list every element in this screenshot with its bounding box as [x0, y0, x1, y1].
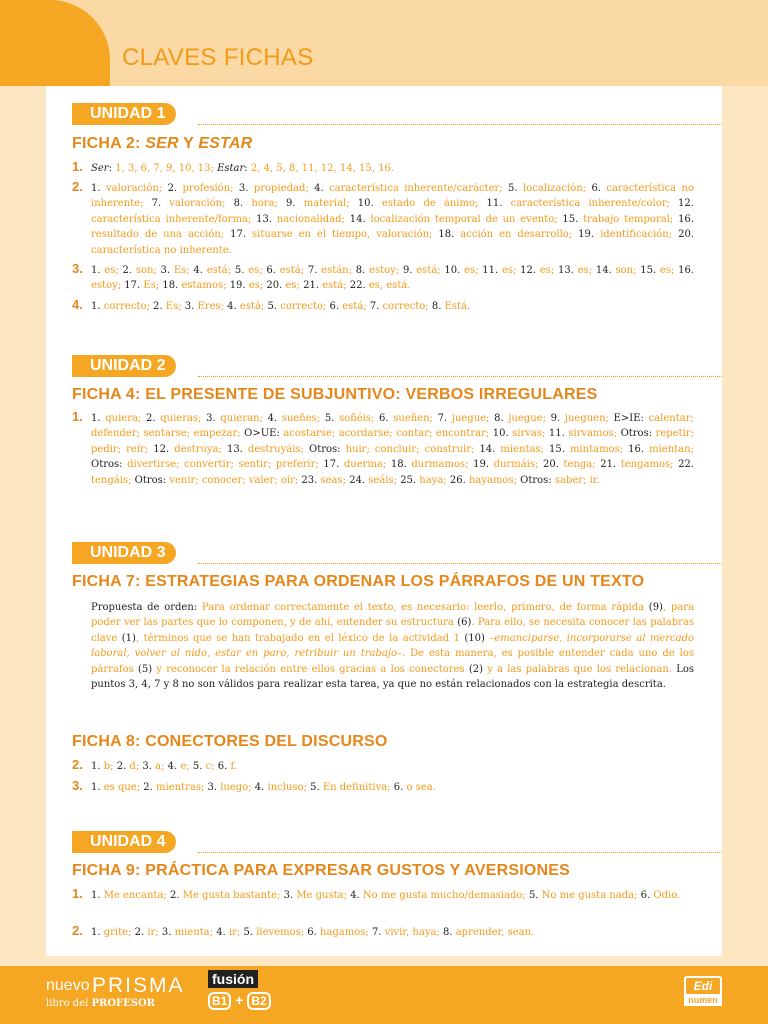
answer-value: mintamos;	[569, 443, 629, 455]
answer-key: 8.	[355, 265, 370, 276]
answer-key: 4.	[350, 890, 363, 901]
answer-value: es;	[659, 265, 679, 276]
answer-key: 3.	[283, 890, 297, 901]
ficha-title-9: FICHA 9: PRÁCTICA PARA EXPRESAR GUSTOS Y AVERSIONES	[72, 862, 570, 879]
answer-value: está;	[416, 265, 445, 276]
answer-value: sirvamos;	[568, 428, 621, 440]
answer-value: trabajo temporal;	[583, 213, 679, 225]
answer-value: son;	[135, 265, 161, 276]
answer-value: está;	[342, 301, 370, 312]
answer-value: haya;	[419, 474, 450, 486]
answer-value: d;	[129, 761, 143, 772]
answer-key: 2.	[122, 265, 136, 276]
answer-key: 10.	[444, 265, 465, 276]
answer-key: 20.	[266, 280, 286, 292]
exercise-f8-2	[72, 759, 694, 774]
answer-key: 6.	[393, 782, 407, 793]
answer-key: 13.	[558, 265, 578, 276]
answer-key: 7.	[437, 413, 452, 424]
answer-key: 4.	[216, 927, 229, 938]
answer-key: 1.	[91, 301, 104, 312]
answer-value: tengamos;	[620, 459, 679, 471]
answer-value: están;	[321, 265, 356, 276]
answer-key: Otros:	[134, 474, 170, 486]
answer-value: tengáis;	[91, 474, 135, 486]
answer-value: valoración;	[169, 198, 234, 210]
answer-value: identificación;	[600, 229, 679, 241]
answer-key: 17.	[230, 229, 253, 241]
exercise-number: 2.	[72, 179, 83, 194]
answer-value: está;	[206, 265, 235, 276]
answer-key: 23.	[301, 474, 321, 486]
answer-value: mienta;	[174, 927, 217, 938]
page-title: CLAVES FICHAS	[122, 44, 314, 71]
answer-value: correcto;	[280, 301, 330, 312]
answer-key: 6.	[217, 761, 231, 772]
answer-key: 20.	[542, 459, 564, 471]
answer-key: 1.	[91, 927, 104, 938]
brand-prisma-logo: PRISMA	[92, 974, 185, 997]
answer-value: juegue;	[508, 413, 551, 424]
answer-value: e;	[180, 761, 193, 772]
answer-value: estoy;	[369, 265, 403, 276]
fusion-label: fusión	[208, 970, 258, 988]
answer-key: 11.	[486, 198, 511, 210]
answer-value: huir; concluir; construir;	[345, 443, 480, 455]
answer-key: 7.	[151, 198, 170, 210]
answer-value: mientan;	[649, 443, 694, 455]
answer-value: acción en desarrollo;	[460, 229, 579, 241]
answer-value: estamos;	[181, 280, 230, 292]
exercise-f2-3	[72, 263, 694, 294]
answer-key: 15.	[562, 213, 584, 225]
answer-value: saber; ir.	[554, 474, 600, 486]
exercise-f8-3	[72, 780, 694, 795]
answer-key: 15.	[640, 265, 660, 276]
paragraph-run: (9)	[648, 602, 663, 613]
answer-value: está;	[239, 301, 268, 312]
answer-key: 1.	[91, 413, 106, 424]
answer-value: seas;	[320, 474, 350, 486]
answer-key: 14.	[595, 265, 616, 276]
answer-value: mientras;	[156, 782, 208, 793]
answer-value: repetir; pedir; reír;	[91, 428, 694, 455]
answer-value: Es;	[165, 301, 185, 312]
answer-key: 2.	[116, 761, 130, 772]
answer-value: resultado de una acción;	[91, 229, 231, 241]
answer-value: sueñes;	[281, 413, 325, 424]
paragraph-run: (2)	[468, 663, 483, 675]
answer-value: En definitiva;	[322, 782, 394, 793]
answer-value: acostarse; acordarse; contar; encontrar;	[283, 428, 493, 440]
answer-value: Eres;	[197, 301, 228, 312]
answer-value: No me gusta nada;	[541, 890, 641, 901]
answer-value: estoy;	[91, 280, 125, 292]
answer-key: 4.	[314, 183, 330, 194]
answer-value: hora;	[251, 198, 287, 210]
answer-key: 5.	[508, 183, 523, 194]
answer-key: 1.	[91, 265, 105, 276]
answer-value: ir;	[147, 927, 162, 938]
answer-value: es;	[577, 265, 596, 276]
brand-subtitle: libro del PROFESOR	[46, 998, 155, 1009]
answer-key: 9.	[286, 198, 304, 210]
answer-value: situarse en el tiempo, valoración;	[252, 229, 439, 241]
exercise-number: 3.	[72, 261, 83, 276]
answer-key: 18.	[438, 229, 461, 241]
answer-key: 10.	[492, 428, 513, 440]
answer-key: 25.	[400, 474, 420, 486]
unit-badge-3: UNIDAD 3	[72, 542, 176, 564]
answer-key: 2.	[134, 927, 148, 938]
answer-key: 3.	[184, 301, 198, 312]
answer-value: calentar; defender; sentarse; empezar;	[91, 413, 694, 440]
answer-key: 8.	[494, 413, 509, 424]
answer-value: es, está.	[368, 280, 411, 292]
answer-key: 11.	[482, 265, 502, 276]
paragraph-run: (6)	[457, 617, 472, 629]
answer-key: 3.	[238, 183, 254, 194]
answer-key: 8.	[431, 301, 445, 312]
answer-key: 5.	[324, 413, 340, 424]
answer-key: Otros:	[309, 443, 346, 455]
answer-value: correcto;	[382, 301, 432, 312]
answer-value: juegue;	[451, 413, 495, 424]
answer-value: es;	[248, 280, 267, 292]
answer-key: 9.	[402, 265, 417, 276]
answer-key: 13.	[226, 443, 248, 455]
answer-value: ir;	[228, 927, 244, 938]
answer-key: 2.	[169, 890, 183, 901]
answer-value: localización;	[523, 183, 592, 194]
exercise-f4-1	[72, 411, 694, 488]
answer-key: 2.	[143, 782, 157, 793]
paragraph-run: . Para ello, se necesita conocer las palabras clave	[91, 617, 694, 644]
answer-value: incluso;	[267, 782, 311, 793]
answer-value: estado de ánimo;	[381, 198, 487, 210]
answer-key: 5.	[267, 301, 281, 312]
unit-divider	[198, 124, 722, 125]
answer-key: 4.	[267, 413, 282, 424]
answer-value: Está.	[444, 301, 471, 312]
answer-key: 22.	[349, 280, 369, 292]
answer-key: 19.	[229, 280, 249, 292]
answer-value: divertirse; convertir; sentir; preferir;	[127, 459, 324, 471]
answer-value: llevemos;	[256, 927, 308, 938]
answer-value: es;	[104, 265, 123, 276]
answer-value: característica inherente/forma;	[91, 213, 257, 225]
ficha-title-8: FICHA 8: CONECTORES DEL DISCURSO	[72, 733, 388, 750]
answer-key: 10.	[357, 198, 382, 210]
answer-value: a;	[155, 761, 168, 772]
answer-value: tenga;	[563, 459, 601, 471]
answer-key: 6.	[591, 183, 607, 194]
answer-key: 1.	[91, 890, 104, 901]
answer-key: 7.	[307, 265, 322, 276]
answer-value: característica no inherente;	[91, 183, 694, 210]
answer-value: profesión;	[182, 183, 239, 194]
exercise-number: 1.	[72, 409, 83, 424]
answer-value: está;	[279, 265, 308, 276]
answer-value: Es;	[173, 265, 194, 276]
answer-value: grite;	[103, 927, 135, 938]
exercise-number: 1.	[72, 159, 83, 174]
answer-key: E>IE:	[613, 413, 649, 424]
answer-value: es;	[285, 280, 304, 292]
unit-badge-4: UNIDAD 4	[72, 831, 176, 853]
answer-key: 16.	[628, 443, 650, 455]
answer-value: durmamos;	[411, 459, 474, 471]
answer-key: 12.	[520, 265, 540, 276]
answer-value: es;	[464, 265, 483, 276]
ficha-title-7: FICHA 7: ESTRATEGIAS PARA ORDENAR LOS PÁRRAFOS DE UN TEXTO	[72, 573, 645, 590]
unit-divider	[198, 852, 722, 853]
answer-value: soñéis;	[339, 413, 379, 424]
answer-value: No me gusta mucho/demasiado;	[362, 890, 529, 901]
answer-value: venir; conocer; valer; oír;	[169, 474, 302, 486]
answer-key: 6.	[307, 927, 320, 938]
answer-key: 5.	[192, 761, 206, 772]
answer-value: Me gusta bastante;	[182, 890, 284, 901]
answer-value: Me encanta;	[103, 890, 170, 901]
exercise-f7-answer	[91, 600, 694, 692]
answer-value: localización temporal de un evento;	[370, 213, 563, 225]
paragraph-run: (5)	[137, 663, 153, 675]
paragraph-run: y reconocer la relación entre ellos gracias a los conectores	[152, 663, 469, 675]
answer-value: destruya;	[174, 443, 227, 455]
answer-value: jueguen;	[564, 413, 614, 424]
answer-value: hayamos;	[468, 474, 521, 486]
answer-key: Otros:	[520, 474, 555, 486]
answer-value: Odio.	[653, 890, 681, 901]
answer-key: 26.	[449, 474, 469, 486]
answer-value: vivir, haya;	[384, 927, 443, 938]
paragraph-run: Los puntos 3, 4, 7 y 8 no son válidos para realizar esta tarea, ya que no están relacionados con la estrategia descrita.	[91, 663, 694, 691]
ficha-title-4: FICHA 4: EL PRESENTE DE SUBJUNTIVO: VERBOS IRREGULARES	[72, 386, 598, 403]
answer-value: correcto;	[103, 301, 154, 312]
answer-value: durmáis;	[493, 459, 543, 471]
answer-value: material;	[303, 198, 358, 210]
answer-key: 24.	[349, 474, 369, 486]
answer-value: mientas;	[500, 443, 549, 455]
answer-key: Otros:	[91, 459, 128, 471]
answer-value: son;	[615, 265, 641, 276]
exercise-number: 1.	[72, 886, 83, 901]
answer-value: Me gusta;	[296, 890, 351, 901]
answer-key: 3.	[160, 265, 174, 276]
answer-value: valoración;	[105, 183, 168, 194]
answer-value: c;	[205, 761, 218, 772]
answer-value: hagamos;	[320, 927, 372, 938]
answer-key: Otros:	[620, 428, 656, 440]
exercise-f2-4	[72, 299, 694, 314]
answer-key: 18.	[162, 280, 182, 292]
exercise-number: 2.	[72, 757, 83, 772]
answer-key: 4.	[254, 782, 268, 793]
exercise-f2-2	[72, 181, 694, 258]
answer-value: es;	[539, 265, 558, 276]
answer-key: 3.	[161, 927, 175, 938]
fusion-logo	[208, 970, 267, 1010]
answer-key: 12.	[678, 198, 694, 210]
answer-key: 15.	[549, 443, 570, 455]
answer-key: 5.	[234, 265, 249, 276]
answer-key: 13.	[256, 213, 277, 225]
answer-value: sueñen;	[393, 413, 438, 424]
answer-key: 8.	[233, 198, 252, 210]
answer-key: 19.	[473, 459, 494, 471]
answer-key: 19.	[578, 229, 601, 241]
answer-key: 17.	[323, 459, 344, 471]
answer-key: 2.	[146, 413, 161, 424]
paragraph-run: Para ordenar correctamente el texto, es necesario: leerlo, primero, de forma rápida	[201, 602, 649, 613]
answer-value: nacionalidad;	[276, 213, 350, 225]
answer-key: 2.	[167, 183, 183, 194]
answer-key: 22.	[678, 459, 694, 471]
unit-badge-1: UNIDAD 1	[72, 103, 176, 125]
answer-key: 2.	[153, 301, 166, 312]
answer-value: quieran;	[220, 413, 268, 424]
answer-value: es que;	[103, 782, 144, 793]
level-badges: B1 + B2	[208, 992, 271, 1010]
answer-key: 20.	[678, 229, 694, 241]
answer-key: 4.	[167, 761, 181, 772]
answer-value: quieras;	[160, 413, 207, 424]
paragraph-run: Propuesta de orden:	[91, 602, 202, 613]
answer-key: 1.	[91, 761, 104, 772]
answer-key: 21.	[303, 280, 323, 292]
exercise-number: 4.	[72, 297, 83, 312]
paragraph-run: (1)	[121, 632, 136, 644]
answer-value: destruyáis;	[247, 443, 309, 455]
answer-value: característica inherente/carácter;	[329, 183, 509, 194]
answer-key: 3.	[142, 761, 156, 772]
answer-key: 16.	[678, 213, 694, 225]
unit-divider	[198, 563, 722, 564]
brand-nuevo: nuevo	[46, 977, 90, 994]
answer-value: seáis;	[368, 474, 401, 486]
answer-key: 6.	[266, 265, 280, 276]
answer-value: quiera;	[105, 413, 146, 424]
answer-key: 14.	[479, 443, 501, 455]
paragraph-run: y a las palabras que los relacionan.	[482, 663, 677, 675]
paragraph-run: , para poder ver las partes que lo componen, y de ahí, entender su estructura	[91, 602, 694, 629]
answer-value: sirvas;	[512, 428, 549, 440]
exercise-f9-2	[72, 925, 694, 940]
header-band	[0, 0, 768, 86]
unit-badge-2: UNIDAD 2	[72, 355, 176, 377]
answer-key: 6.	[640, 890, 654, 901]
answer-key: 18.	[390, 459, 412, 471]
answer-value: luego;	[220, 782, 255, 793]
answer-key: 17.	[124, 280, 144, 292]
exercise-number: 2.	[72, 923, 83, 938]
answer-value: Es;	[143, 280, 163, 292]
answer-value: está;	[322, 280, 350, 292]
answer-key: 3.	[207, 782, 221, 793]
answer-value: aprender, sean.	[455, 927, 535, 938]
exercise-number: 3.	[72, 778, 83, 793]
paragraph-run: –emanciparse, incorporarse al mercado laboral, volver al nido, estar en paro, retribuir un trabajo–	[91, 632, 694, 660]
exercise-f2-1: 1. Ser: 1, 3, 6, 7, 9, 10, 13; Estar: 2, 4, 5, 8, 11, 12, 14, 15, 16.	[72, 159, 394, 174]
ficha-title-2: FICHA 2: SER Y ESTAR	[72, 135, 253, 152]
answer-value: es;	[501, 265, 521, 276]
answer-key: O>UE:	[244, 428, 284, 440]
answer-key: 6.	[379, 413, 394, 424]
unit-divider	[198, 376, 722, 377]
answer-value: o sea.	[406, 782, 436, 793]
exercise-f9-1	[72, 888, 694, 903]
answer-key: 7.	[369, 301, 383, 312]
answer-key: 14.	[349, 213, 371, 225]
answer-key: 9.	[550, 413, 565, 424]
answer-value: característica no inherente.	[91, 244, 232, 256]
answer-value: característica inherente/color;	[510, 198, 679, 210]
answer-key: 4.	[193, 265, 207, 276]
answer-key: 8.	[442, 927, 456, 938]
paragraph-run: , términos que se han trabajado en el léxico de la actividad 1	[135, 632, 465, 644]
answer-key: 5.	[243, 927, 257, 938]
answer-value: duerma;	[343, 459, 391, 471]
answer-value: b;	[103, 761, 117, 772]
answer-value: f.	[230, 761, 237, 772]
publisher-logo: Edi numen	[684, 976, 720, 1006]
answer-key: 1.	[91, 782, 104, 793]
answer-key: 5.	[310, 782, 323, 793]
answer-key: 3.	[206, 413, 221, 424]
answer-key: 21.	[600, 459, 621, 471]
answer-key: 12.	[153, 443, 175, 455]
answer-key: 1.	[91, 183, 106, 194]
answer-key: 7.	[371, 927, 385, 938]
answer-value: es;	[248, 265, 267, 276]
answer-key: 5.	[528, 890, 542, 901]
answer-key: 6.	[329, 301, 343, 312]
answer-key: 4.	[227, 301, 240, 312]
answer-key: 16.	[678, 265, 695, 276]
answer-key: 11.	[548, 428, 569, 440]
answer-value: propiedad;	[253, 183, 315, 194]
paragraph-run: (10)	[464, 632, 485, 644]
paragraph-run: . De esta manera, es posible entender cada uno de los párrafos	[91, 648, 694, 675]
